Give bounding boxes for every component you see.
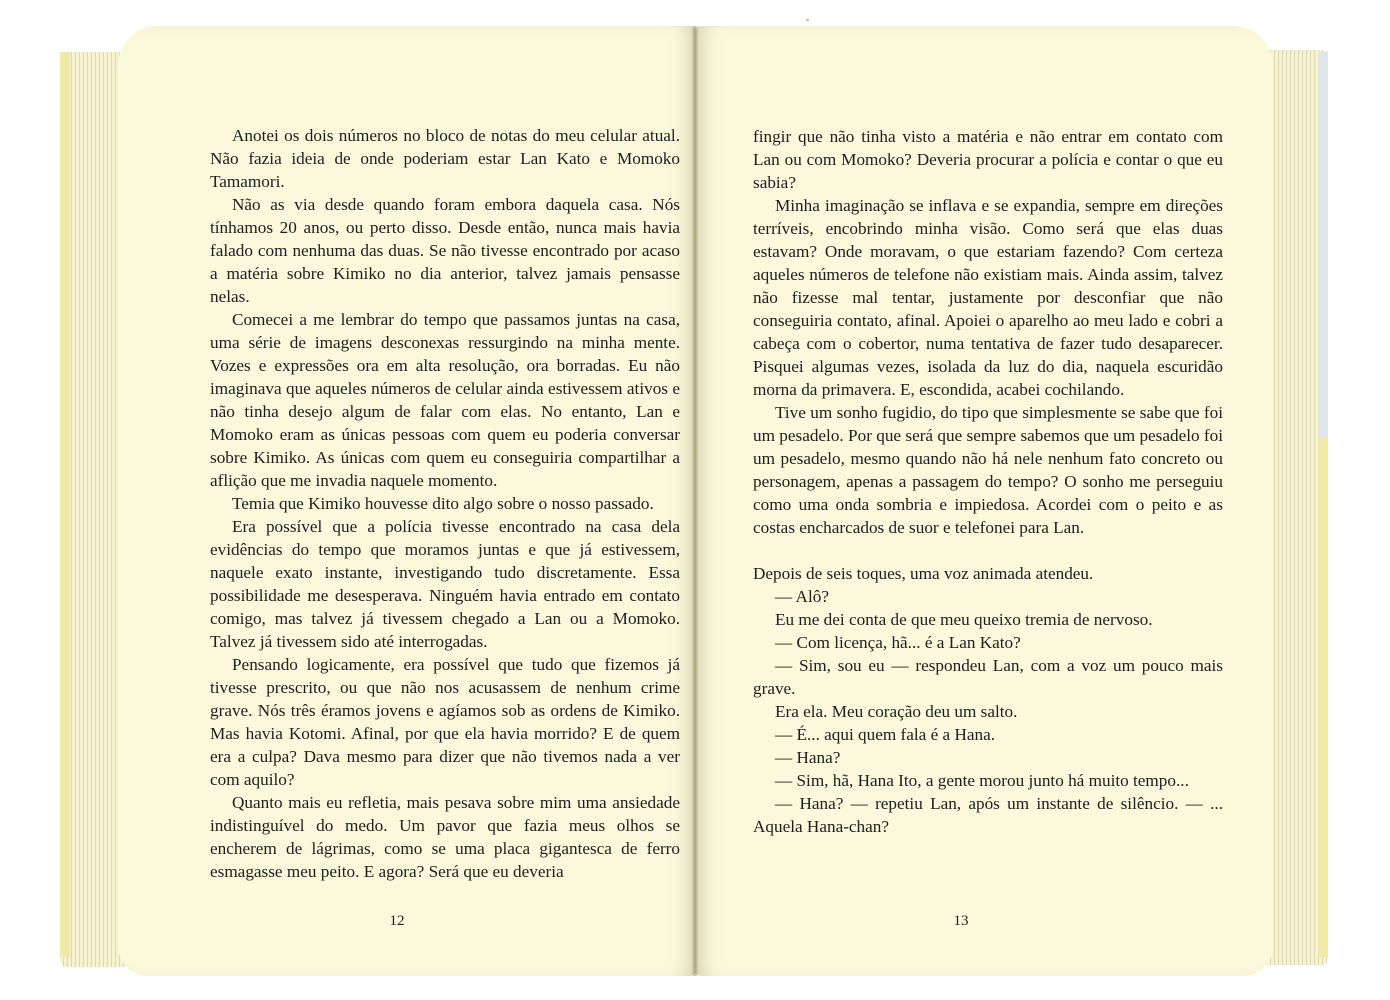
dialogue-line: — Sim, sou eu — respondeu Lan, com a voz um pouco mais grave. — [753, 656, 1223, 698]
dialogue-line: — Com licença, hã... é a Lan Kato? — [775, 633, 1021, 652]
paragraph: Depois de seis toques, uma voz animada atendeu. — [753, 564, 1094, 583]
left-page-text — [210, 124, 680, 883]
paragraph: fingir que não tinha visto a matéria e não entrar em contato com Lan ou com Momoko? Deveria procurar a polícia e contar o que eu sabia? — [753, 127, 1223, 192]
dialogue-line: — Sim, hã, Hana Ito, a gente morou junto há muito tempo... — [775, 771, 1189, 790]
left-page — [118, 26, 696, 976]
dialogue-line: — Hana? — repetiu Lan, após um instante de silêncio. — ... Aquela Hana-chan? — [753, 794, 1223, 836]
paragraph: Eu me dei conta de que meu queixo tremia de nervoso. — [775, 610, 1153, 629]
dialogue-line: — Alô? — [775, 587, 829, 606]
paragraph: Comecei a me lembrar do tempo que passamos juntas na casa, uma série de imagens desconexas ressurgindo na minha mente. Vozes e expressões ora em alta resolução, ora borradas. Eu não imaginava que aqueles números de celular ainda estivessem ativos e não tinha desejo algum de falar com elas. No entanto, Lan e Momoko eram as únicas pessoas com quem eu poderia conversar sobre Kimiko. As únicas com quem eu conseguiria compartilhar a aflição que me invadia naquele momento. — [210, 310, 680, 490]
paragraph: Quanto mais eu refletia, mais pesava sobre mim uma ansiedade indistinguível do medo. Um pavor que fazia meus olhos se encherem de lágrimas, como se uma placa gigantesca de ferro esmagasse meu peito. E agora? Será que eu deveria — [210, 793, 680, 881]
paragraph: Temia que Kimiko houvesse dito algo sobre o nosso passado. — [232, 494, 654, 513]
right-edge-tint-bottom — [1318, 437, 1328, 957]
paragraph: Era possível que a polícia tivesse encontrado na casa dela evidências do tempo que moramos juntas e que já estivessem, naquele exato instante, investigando tudo discretamente. Essa possibilidade me desesperava. Ninguém havia entrado em contato comigo, mas talvez já tivessem chegado a Lan ou a Momoko. Talvez já tivessem sido até interrogadas. — [210, 517, 680, 651]
dialogue-line: — Hana? — [775, 748, 841, 767]
page-number-left: 12 — [389, 913, 405, 929]
paragraph: Pensando logicamente, era possível que tudo que fizemos já tivesse prescrito, ou que não nos acusassem de nenhum crime grave. Nós três éramos jovens e agíamos sob as ordens de Kimiko. Mas havia Kotomi. Afinal, por que ela havia morrido? E de quem era a culpa? Dava mesmo para dizer que não tivemos nada a ver com aquilo? — [210, 655, 680, 789]
print-mark — [806, 19, 809, 21]
paragraph: Não as via desde quando foram embora daquela casa. Nós tínhamos 20 anos, ou perto disso. Desde então, nunca mais havia falado com nenhuma das duas. Se não tivesse encontrado por acaso a matéria sobre Kimiko no dia anterior, talvez jamais pensasse nelas. — [210, 195, 680, 306]
book-spine-gutter — [692, 26, 698, 976]
dialogue-line: — É... aqui quem fala é a Hana. — [775, 725, 996, 744]
paragraph: Minha imaginação se inflava e se expandia, sempre em direções terríveis, encobrindo minha visão. Como será que elas duas estavam? Onde moravam, o que estariam fazendo? Com certeza aqueles números de telefone não existiam mais. Ainda assim, talvez não fizesse mal tentar, justamente por desconfiar que não conseguiria contato, afinal. Apoiei o aparelho ao meu lado e cobri a cabeça com o cobertor, numa tentativa de fazer tudo desaparecer. Pisquei algumas vezes, isolada da luz do dia, naquela escuridão morna da primavera. E, escondida, acabei cochilando. — [753, 196, 1223, 399]
paragraph: Era ela. Meu coração deu um salto. — [775, 702, 1018, 721]
page-number-right: 13 — [953, 913, 969, 929]
right-edge-tint-top — [1318, 52, 1328, 437]
right-page — [695, 26, 1273, 976]
right-page-text — [753, 125, 1223, 838]
paragraph: Tive um sonho fugidio, do tipo que simplesmente se sabe que foi um pesadelo. Por que será que sempre sabemos que um pesadelo foi um pesadelo, mesmo quando não há nele nenhum fato concreto ou personagem, apenas a passagem do tempo? O sonho me perseguiu como uma onda sombria e impiedosa. Acordei com o peito e as costas encharcados de suor e telefonei para Lan. — [753, 403, 1223, 537]
left-edge-tint — [60, 52, 70, 957]
paragraph: Anotei os dois números no bloco de notas do meu celular atual. Não fazia ideia de onde poderiam estar Lan Kato e Momoko Tamamori. — [210, 126, 680, 191]
